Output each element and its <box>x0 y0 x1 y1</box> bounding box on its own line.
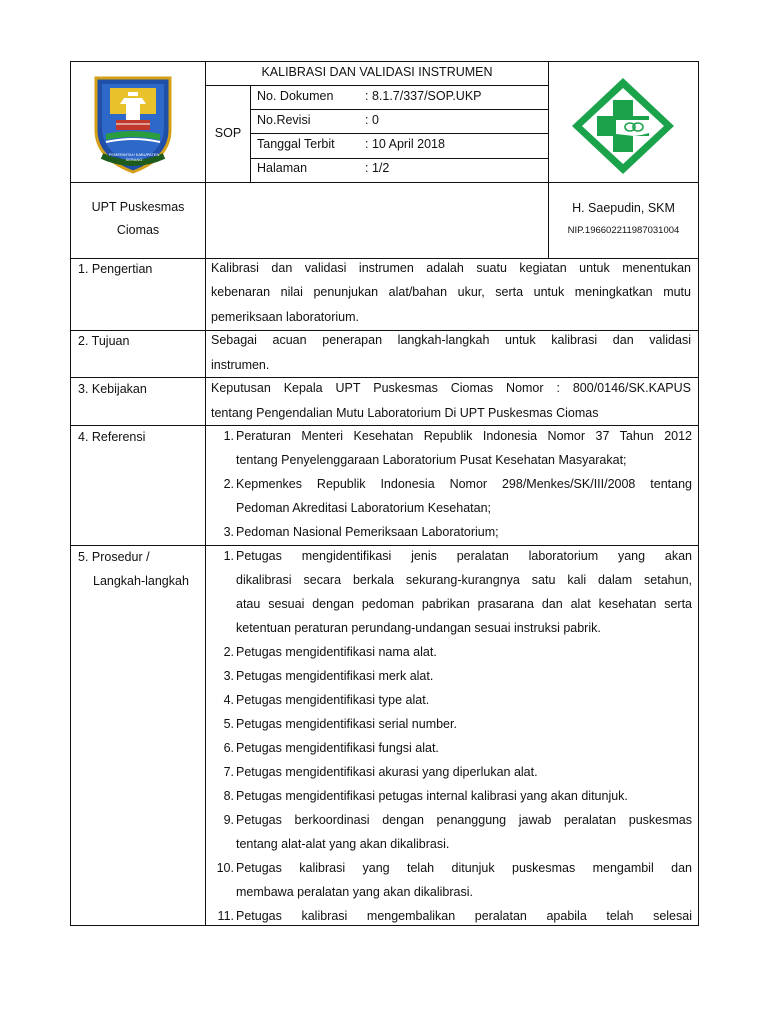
kebijakan-text: Keputusan Kepala UPT Puskesmas Ciomas Nomor : 800/0146/SK.KAPUS <box>211 381 691 395</box>
tujuan-text: instrumen. <box>211 358 270 372</box>
item-text: tentang alat-alat yang akan dikalibrasi. <box>236 837 450 851</box>
institution-location: Ciomas <box>116 223 160 237</box>
field-label: No. Dokumen <box>257 89 334 103</box>
item-number: 10. <box>216 861 234 875</box>
item-text: Petugas mengidentifikasi nama alat. <box>236 645 437 659</box>
item-number: 1. <box>223 549 234 563</box>
divider <box>250 109 549 110</box>
field-label: No.Revisi <box>257 113 311 127</box>
item-number: 5. <box>223 717 234 731</box>
item-text: Petugas mengidentifikasi serial number. <box>236 717 457 731</box>
item-text: Petugas kalibrasi yang telah ditunjuk puskesmas mengambil dan <box>236 861 692 875</box>
item-text: Peraturan Menteri Kesehatan Republik Indonesia Nomor 37 Tahun 2012 <box>236 429 692 443</box>
right-logo <box>568 76 678 176</box>
prosedur-item <box>208 789 692 809</box>
divider <box>70 330 699 331</box>
item-text: tentang Penyelenggaraan Laboratorium Pusat Kesehatan Masyarakat; <box>236 453 627 467</box>
kebijakan-text: tentang Pengendalian Mutu Laboratorium Di UPT Puskesmas Ciomas <box>211 406 599 420</box>
prosedur-item <box>208 741 692 761</box>
item-text: Pedoman Akreditasi Laboratorium Kesehatan; <box>236 501 492 515</box>
section-label-tujuan: 2. Tujuan <box>78 334 130 348</box>
item-text: Petugas mengidentifikasi type alat. <box>236 693 430 707</box>
border-top <box>70 61 699 62</box>
divider <box>70 425 699 426</box>
puskesmas-logo <box>568 76 678 176</box>
item-number: 2. <box>223 645 234 659</box>
institution-name: UPT Puskesmas <box>91 200 185 214</box>
section-label-prosedur-sub: Langkah-langkah <box>93 574 189 588</box>
divider <box>70 258 699 259</box>
divider <box>70 182 699 183</box>
prosedur-item <box>208 909 692 925</box>
item-number: 7. <box>223 765 234 779</box>
field-value: : 0 <box>365 113 379 127</box>
item-number: 11. <box>217 909 234 923</box>
item-number: 1. <box>223 429 234 443</box>
item-text: Petugas mengidentifikasi petugas internal kalibrasi yang akan ditunjuk. <box>236 789 628 803</box>
item-text: Petugas mengidentifikasi jenis peralatan laboratorium yang akan <box>236 549 692 563</box>
prosedur-item <box>208 645 692 665</box>
document-title: KALIBRASI DAN VALIDASI INSTRUMEN <box>261 65 493 79</box>
prosedur-item <box>208 549 692 641</box>
section-label-pengertian: 1. Pengertian <box>78 262 153 276</box>
item-text: Petugas mengidentifikasi akurasi yang diperlukan alat. <box>236 765 538 779</box>
item-number: 2. <box>223 477 234 491</box>
signatory-nip: NIP.196602211987031004 <box>567 225 680 236</box>
prosedur-item <box>208 693 692 713</box>
item-number: 6. <box>223 741 234 755</box>
item-text: Pedoman Nasional Pemeriksaan Laboratorium; <box>236 525 499 539</box>
pengertian-text: pemeriksaan laboratorium. <box>211 310 359 324</box>
pengertian-text: Kalibrasi dan validasi instrumen adalah suatu kegiatan untuk menentukan <box>211 261 691 275</box>
field-value: : 1/2 <box>365 161 390 175</box>
border-right <box>698 61 699 926</box>
prosedur-item <box>208 813 692 857</box>
referensi-item <box>208 429 692 473</box>
prosedur-item <box>208 669 692 689</box>
section-label-prosedur: 5. Prosedur / <box>78 550 150 564</box>
referensi-item <box>208 477 692 521</box>
logo-caption: PEMERINTAH KABUPATEN SERANG <box>108 152 160 162</box>
referensi-item <box>208 525 692 545</box>
divider <box>70 377 699 378</box>
field-value: : 8.1.7/337/SOP.UKP <box>365 89 482 103</box>
signatory-name: H. Saepudin, SKM <box>572 201 675 215</box>
item-text: Kepmenkes Republik Indonesia Nomor 298/Menkes/SK/III/2008 tentang <box>236 477 692 491</box>
divider <box>70 545 699 546</box>
item-text: Petugas kalibrasi mengembalikan peralatan apabila telah selesai <box>236 909 692 923</box>
divider <box>205 61 206 258</box>
prosedur-item <box>208 717 692 737</box>
item-number: 4. <box>223 693 234 707</box>
divider <box>250 85 251 183</box>
sop-label: SOP <box>214 126 242 140</box>
item-number: 3. <box>223 525 234 539</box>
divider <box>250 133 549 134</box>
item-text: Petugas mengidentifikasi merk alat. <box>236 669 434 683</box>
border-left <box>70 61 71 926</box>
item-text: Petugas berkoordinasi dengan penanggung jawab peralatan puskesmas <box>236 813 692 827</box>
border-bottom <box>70 925 699 926</box>
pengertian-text: kebenaran nilai penunjukan alat/bahan ukur, serta untuk meningkatkan mutu <box>211 285 691 299</box>
item-number: 8. <box>223 789 234 803</box>
item-text: membawa peralatan yang akan dikalibrasi. <box>236 885 473 899</box>
field-label: Halaman <box>257 161 308 175</box>
item-number: 9. <box>223 813 234 827</box>
section-label-kebijakan: 3. Kebijakan <box>78 382 147 396</box>
section-label-referensi: 4. Referensi <box>78 430 146 444</box>
item-text: ketentuan peraturan perundang-undangan sesuai instruksi pabrik. <box>236 621 601 635</box>
item-number: 3. <box>223 669 234 683</box>
prosedur-item <box>208 765 692 785</box>
item-text: Petugas mengidentifikasi fungsi alat. <box>236 741 439 755</box>
divider <box>205 85 549 86</box>
field-value: : 10 April 2018 <box>365 137 445 151</box>
divider <box>250 158 549 159</box>
field-label: Tanggal Terbit <box>257 137 335 151</box>
divider <box>205 258 206 926</box>
prosedur-item <box>208 861 692 905</box>
item-text: dikalibrasi secara berkala sekurang-kurangnya satu kali dalam setahun, <box>236 573 692 587</box>
item-text: atau sesuai dengan pedoman pabrikan prasarana dan alat kesehatan serta <box>236 597 692 611</box>
tujuan-text: Sebagai acuan penerapan langkah-langkah untuk kalibrasi dan validasi <box>211 333 691 347</box>
